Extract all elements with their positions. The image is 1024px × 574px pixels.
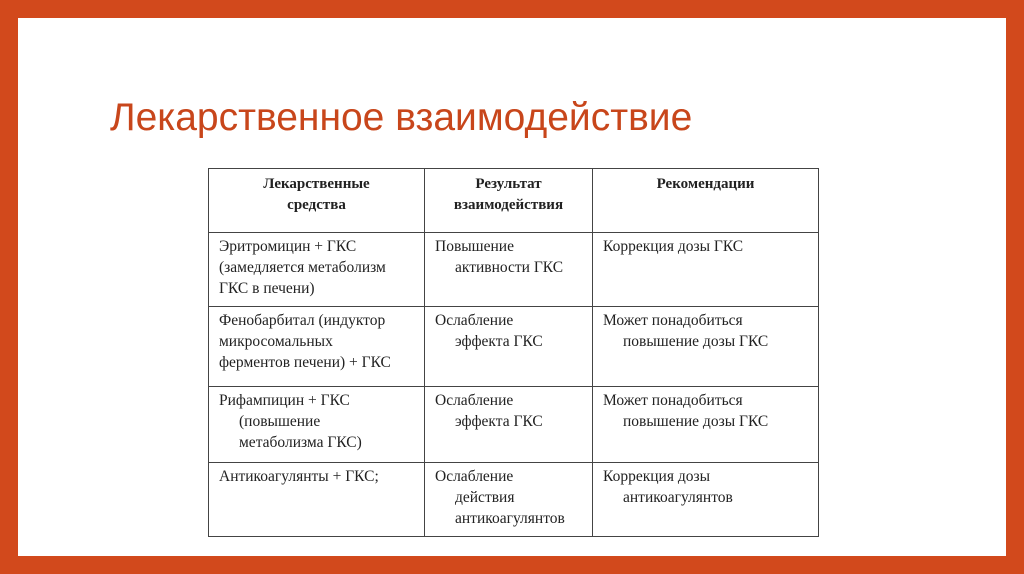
header-drugs: Лекарственные средства (209, 169, 425, 233)
table-row (209, 307, 819, 387)
result-cell: Ослабление действия антикоагулянтов (425, 463, 593, 537)
header-result: Результат взаимодействия (425, 169, 593, 233)
drug-cell: Антикоагулянты + ГКС; (209, 463, 425, 537)
recommendation-cell: Может понадобиться повышение дозы ГКС (593, 307, 819, 387)
table-row (209, 463, 819, 537)
slide-title: Лекарственное взаимодействие (110, 96, 693, 139)
slide (18, 18, 1006, 556)
drug-cell: Эритромицин + ГКС (замедляется метаболизм ГКС в печени) (209, 233, 425, 307)
recommendation-cell: Коррекция дозы антикоагулянтов (593, 463, 819, 537)
result-cell: Ослабление эффекта ГКС (425, 387, 593, 463)
result-cell: Ослабление эффекта ГКС (425, 307, 593, 387)
result-cell: Повышение активности ГКС (425, 233, 593, 307)
header-recommendations: Рекомендации (593, 169, 819, 233)
recommendation-cell: Может понадобиться повышение дозы ГКС (593, 387, 819, 463)
recommendation-cell: Коррекция дозы ГКС (593, 233, 819, 307)
table-header-row (209, 169, 819, 233)
drug-cell: Фенобарбитал (индуктор микросомальных ферментов печени) + ГКС (209, 307, 425, 387)
drug-cell: Рифампицин + ГКС (повышение метаболизма ГКС) (209, 387, 425, 463)
table-row (209, 387, 819, 463)
table-row (209, 233, 819, 307)
drug-interaction-table (208, 168, 819, 537)
